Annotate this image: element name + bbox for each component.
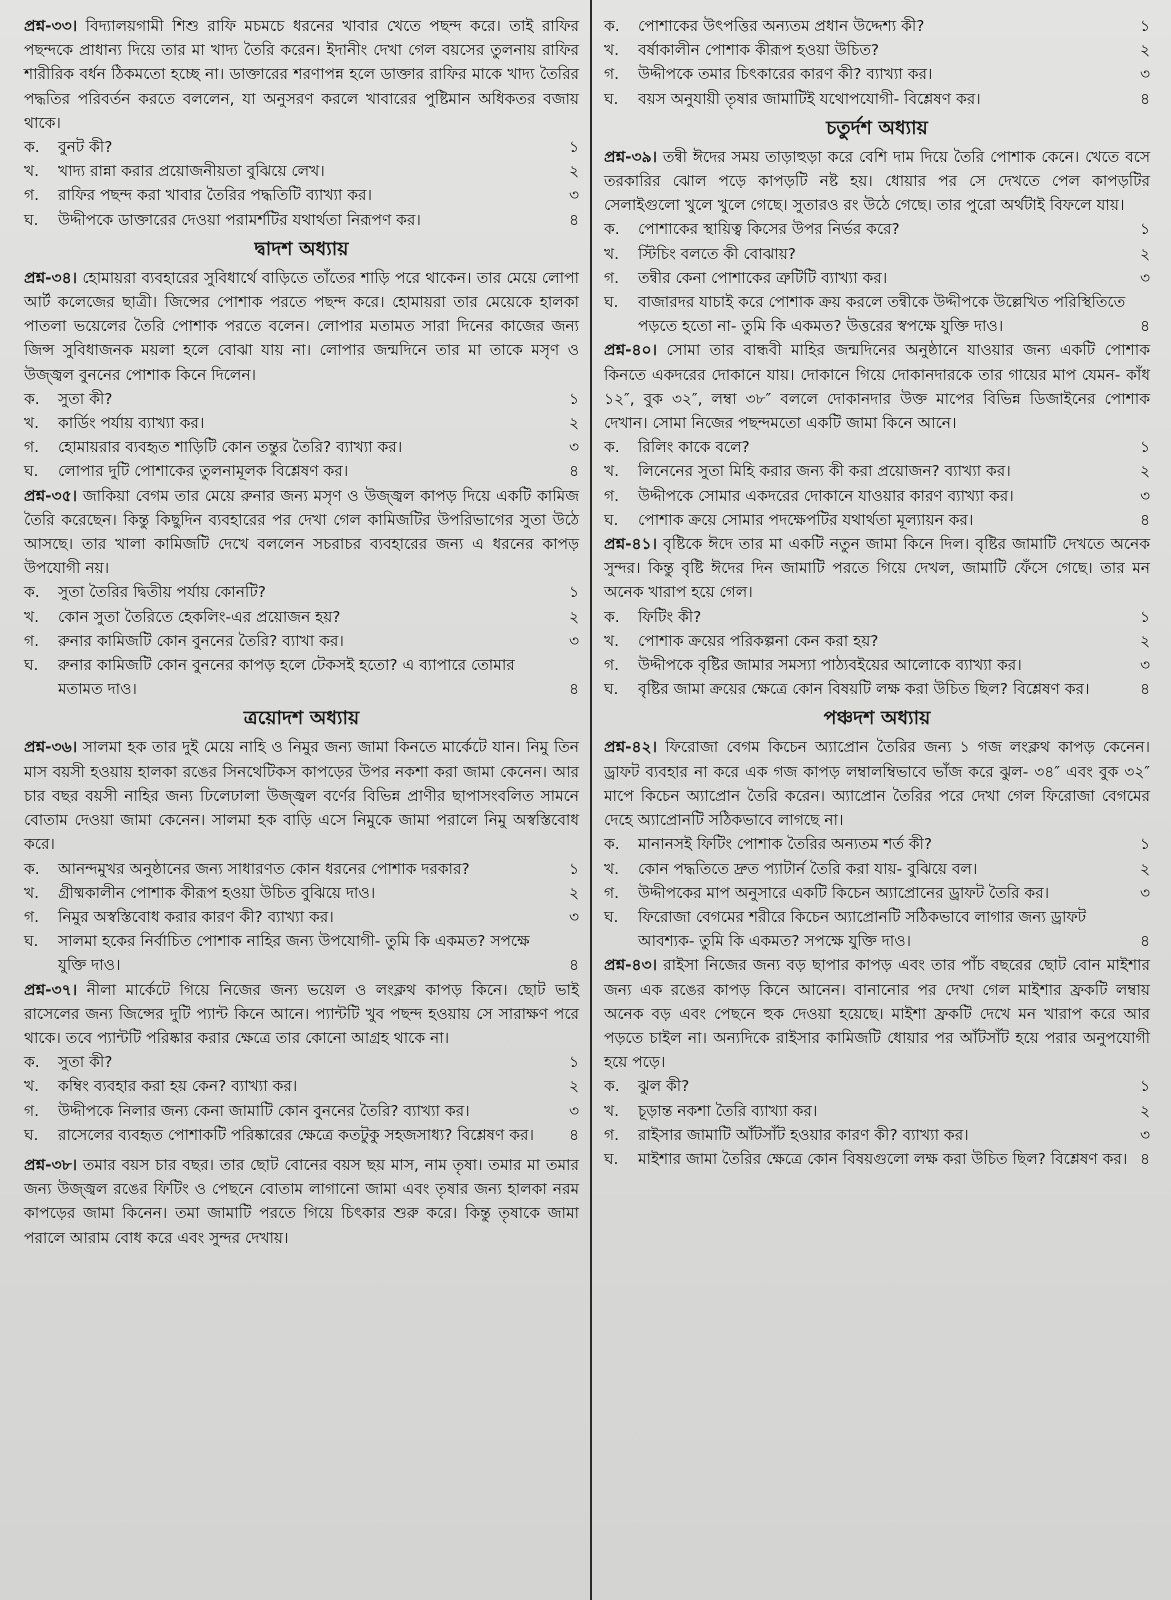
item-text: মাইশার জামা তৈরির ক্ষেত্রে কোন বিষয়গুলো লক্ষ করা উচিত ছিল? বিশ্লেষণ কর।: [638, 1149, 1128, 1168]
chapter-heading: দ্বাদশ অধ্যায়: [254, 237, 349, 260]
item-text: তন্বীর কেনা পোশাকের ত্রুটিটি ব্যাখ্যা কর।: [638, 268, 888, 287]
question-number: প্রশ্ন-৪০।: [604, 341, 658, 360]
item-label: ঘ.: [604, 510, 619, 529]
item-mark: ৪: [569, 210, 579, 229]
question-36: [24, 735, 579, 977]
item-label: ঘ.: [24, 656, 39, 675]
sub-question: [604, 217, 1150, 241]
item-label: গ.: [24, 631, 39, 650]
item-label: গ.: [604, 65, 619, 84]
question-37: [24, 978, 579, 1147]
item-mark: ২: [1139, 41, 1150, 60]
stem-text: নীলা মার্কেটে গিয়ে নিজের জন্য ভয়েল ও লংক্লথ কাপড় কিনে। ছোট ভাই রাসেলের জন্য জিন্সের দুটি প্যান্ট কিনে আনে। প্যান্টটি খুব পছন্দ হওয়ায় সে সারাক্ষণ পরে থাকে। তবে প্যান্টটি পরিষ্কার করার ক্ষেত্রে তার কোনো আগ্রহ থাকে না।: [24, 980, 579, 1047]
item-label: ক.: [24, 1053, 40, 1072]
item-text: খাদ্য রান্না করার প্রয়োজনীয়তা বুঝিয়ে লেখ।: [58, 162, 325, 181]
stem-text: সোমা তার বান্ধবী মাহির জন্মদিনের অনুষ্ঠানে যাওয়ার জন্য একটি পোশাক কিনতে একদরের দোকানে যায়। দোকানে গিয়ে দোকানদারকে তার গায়ের মাপ যেমন- কাঁধ ১২″, বুক ৩২″, লম্বা ৩৮″ বললে দোকানদার উক্ত মাপের বিভিন্ন ডিজাইনের পোশাক দেখান। সোমা নিজের পছন্দমতো একটি জামা কিনে আনে।: [604, 341, 1150, 433]
sub-question: [604, 435, 1150, 459]
item-label: ক.: [24, 138, 40, 157]
item-text: কার্ডিং পর্যায় ব্যাখ্যা কর।: [58, 414, 205, 433]
item-label: গ.: [604, 656, 619, 675]
column-divider: [590, 0, 592, 1600]
item-label: গ.: [604, 486, 619, 505]
question-number: প্রশ্ন-৩৭।: [24, 980, 78, 999]
sub-question: [604, 629, 1150, 653]
sub-question: [24, 905, 579, 929]
sub-question: [604, 459, 1150, 483]
sub-question: [604, 508, 1150, 532]
item-label: গ.: [24, 438, 39, 457]
item-text: রাইসার জামাটি আঁটসাঁট হওয়ার কারণ কী? ব্যাখ্যা কর।: [638, 1125, 969, 1144]
item-text: লোপার দুটি পোশাকের তুলনামূলক বিশ্লেষণ কর।: [58, 462, 349, 481]
chapter-heading: চতুর্দশ অধ্যায়: [826, 116, 928, 139]
item-text: লিনেনের সুতা মিহি করার জন্য কী করা প্রয়োজন? ব্যাখ্যা কর।: [638, 462, 1011, 481]
item-text: সুতা কী?: [58, 1053, 113, 1072]
item-label: খ.: [604, 631, 619, 650]
item-label: গ.: [604, 268, 619, 287]
item-mark: ৪: [1140, 680, 1150, 699]
sub-question: [24, 929, 579, 977]
sub-question: [604, 832, 1150, 856]
item-mark: ১: [569, 583, 579, 602]
item-label: গ.: [24, 907, 39, 926]
item-mark: ৩: [1139, 268, 1150, 287]
item-mark: ২: [568, 162, 579, 181]
sub-question: [24, 653, 579, 701]
item-mark: ২: [568, 607, 579, 626]
question-stem: [604, 735, 1150, 832]
item-label: ঘ.: [604, 907, 619, 926]
item-label: ঘ.: [24, 932, 39, 951]
item-label: ক.: [604, 835, 620, 854]
item-text: রুনার কামিজটি কোন বুননের কাপড় হলে টেকসই হতো? এ ব্যাপারে তোমার মতামত দাও।: [58, 656, 515, 699]
item-mark: ৪: [569, 680, 579, 699]
sub-question: [604, 242, 1150, 266]
item-text: বৃষ্টির জামা ক্রয়ের ক্ষেত্রে কোন বিষয়টি লক্ষ করা উচিত ছিল? বিশ্লেষণ কর।: [638, 680, 1090, 699]
item-label: ঘ.: [604, 1149, 619, 1168]
item-text: উদ্দীপকে তমার চিৎকারের কারণ কী? ব্যাখ্যা কর।: [638, 65, 933, 84]
question-stem: [24, 1153, 579, 1250]
stem-text: হোমায়রা ব্যবহারের সুবিধার্থে বাড়িতে তাঁতের শাড়ি পরে থাকেন। তার মেয়ে লোপা আর্ট কলেজের ছাত্রী। জিন্সের পোশাক পরতে পছন্দ করে। হোমায়রা তার মেয়েকে হালকা পাতলা ভয়েলের তৈরি পোশাক পরতে বলেন। লোপার মতামত সারা দিনের কাজের জন্য জিন্স সুবিধাজনক ময়লা হলে বোঝা যায় না। লোপার জন্মদিনে তার মা তাকে মসৃণ ও উজ্জ্বল বুননের পোশাক কিনে দিলেন।: [24, 268, 579, 384]
sub-question: [24, 183, 579, 207]
sub-question: [604, 881, 1150, 905]
question-number: প্রশ্ন-৪১।: [604, 535, 658, 554]
question-34: [24, 266, 579, 484]
item-mark: ২: [1139, 859, 1150, 878]
item-mark: ২: [1139, 462, 1150, 481]
question-stem: [24, 978, 579, 1051]
stem-text: তন্বী ঈদের সময় তাড়াহুড়া করে বেশি দাম দিয়ে তৈরি পোশাক কেনে। খেতে বসে তরকারির ঝোল পড়ে কাপড়টি নষ্ট হয়। ধোয়ার পর সে দেখতে পেল কাপড়টির সেলাইগুলো খুলে খুলে গেছে। সুতারও রং উঠে গেছে। তার পুরো অর্থটাই বিফলে যায়।: [604, 147, 1150, 215]
item-label: খ.: [604, 244, 619, 263]
item-mark: ১: [1140, 1077, 1150, 1096]
question-stem: [604, 953, 1150, 1074]
item-label: ঘ.: [24, 210, 39, 229]
stem-text: বিদ্যালয়গামী শিশু রাফি মচমচে ধরনের খাবার খেতে পছন্দ করে। তাই রাফির পছন্দকে প্রাধান্য দিয়ে তার মা খাদ্য তৈরি করেন। ইদানীং দেখা গেল বয়সের তুলনায় রাফির শারীরিক বর্ধন ঠিকমতো হচ্ছে না। ডাক্তারের শরণাপন্ন হলে ডাক্তার রাফির মাকে খাদ্য তৈরির পদ্ধতির পরিবর্তন করতে বললেন, যা অনুসরণ করলে খাবারের পুষ্টিমান অধিকতর বজায় থাকে।: [24, 17, 579, 132]
sub-question: [604, 1147, 1150, 1171]
question-number: প্রশ্ন-৩৯।: [604, 147, 658, 166]
item-mark: ৩: [568, 438, 579, 457]
item-text: উদ্দীপকে নিলার জন্য কেনা জামাটি কোন বুননের তৈরি? ব্যাখ্যা কর।: [58, 1101, 470, 1120]
sub-question: [24, 459, 579, 483]
item-mark: ১: [569, 138, 579, 157]
question-stem: [24, 14, 579, 135]
chapter-heading: ত্রয়োদশ অধ্যায়: [243, 707, 360, 730]
item-label: ক.: [604, 607, 620, 626]
question-stem: [24, 266, 579, 387]
item-text: হোমায়রার ব্যবহৃত শাড়িটি কোন তন্তুর তৈরি? ব্যাখ্যা কর।: [58, 438, 403, 457]
item-mark: ৪: [1140, 932, 1150, 951]
stem-text: তমার বয়স চার বছর। তার ছোট বোনের বয়স ছয় মাস, নাম তৃষা। তমার মা তমার জন্য উজ্জ্বল রঙের ফিটিং ও পেছনে বোতাম লাগানো জামা এবং তৃষার জন্য হালকা নরম কাপড়ের জামা কিনেন। তমা জামাটি পরতে গিয়ে চিৎকার শুরু করে। কিন্তু তৃষাকে জামা পরালে আরাম বোধ করে এবং সুন্দর দেখায়।: [24, 1155, 579, 1247]
stem-text: বৃষ্টিকে ঈদে তার মা একটি নতুন জামা কিনে দিল। বৃষ্টির জামাটি দেখতে অনেক সুন্দর। কিন্তু বৃষ্টি ঈদের দিন জামাটি পরতে গিয়ে দেখল, জামাটি ফেঁসে গেছে। তার মন অনেক খারাপ হয়ে গেল।: [604, 535, 1150, 602]
item-label: ক.: [604, 438, 620, 457]
item-text: সুতা তৈরির দ্বিতীয় পর্যায় কোনটি?: [58, 583, 266, 602]
item-mark: ৪: [569, 956, 579, 975]
stem-text: সালমা হক তার দুই মেয়ে নাহি ও নিমুর জন্য জামা কিনতে মার্কেটে যান। নিমু তিন মাস বয়সী হওয়ায় হালকা রঙের সিনথেটিকস কাপড়ের উপর নকশা করা জামা কেনেন। আর চার বছর বয়সী নাহির জন্য ঢিলেঢালা উজ্জ্বল বর্ণের বিভিন্ন প্রাণীর ছাপাসংবলিত সামনে বোতাম দেওয়া জামা কেনেন। সালমা হক বাড়ি এসে নিমুকে জামা পরালে নিমু অস্বস্তিবোধ করে।: [24, 738, 579, 854]
item-mark: ১: [1140, 835, 1150, 854]
item-label: ক.: [24, 859, 40, 878]
question-number: প্রশ্ন-৩৪।: [24, 268, 78, 287]
item-text: পোশাক ক্রয়ের পরিকল্পনা কেন করা হয়?: [638, 631, 879, 650]
item-text: উদ্দীপকে বৃষ্টির জামার সমস্যা পাঠ্যবইয়ের আলোকে ব্যাখ্যা কর।: [638, 656, 1022, 675]
item-label: খ.: [24, 607, 39, 626]
question-stem: [604, 532, 1150, 605]
stem-text: ফিরোজা বেগম কিচেন অ্যাপ্রোন তৈরির জন্য ১ গজ লংক্লথ কাপড় কেনেন। ড্রাফট ব্যবহার না করে এক গজ কাপড় লম্বালম্বিভাবে ভাঁজ করে ঝুল- ৩৪″ এবং বুক ৩২″ মাপে কিচেন অ্যাপ্রোন তৈরি করেন। অ্যাপ্রোন তৈরির পরে দেখা গেল ফিরোজা বেগমের দেহে অ্যাপ্রোনটি সঠিকভাবে লাগছে না।: [604, 738, 1150, 830]
question-41: [604, 532, 1150, 701]
sub-question: [604, 1074, 1150, 1098]
item-text: রাসেলের ব্যবহৃত পোশাকটি পরিষ্কারের ক্ষেত্রে কতটুকু সহজসাধ্য? বিশ্লেষণ কর।: [58, 1125, 534, 1144]
item-text: ফিরোজা বেগমের শরীরে কিচেন অ্যাপ্রোনটি সঠিকভাবে লাগার জন্য ড্রাফট আবশ্যক- তুমি কি একমত? সপক্ষে যুক্তি দাও।: [638, 907, 1087, 951]
sub-question: [604, 605, 1150, 629]
sub-question: [24, 881, 579, 905]
item-label: গ.: [24, 1101, 39, 1120]
sub-question: [24, 1099, 579, 1123]
sub-question: [604, 290, 1150, 338]
question-43: [604, 953, 1150, 1171]
question-number: প্রশ্ন-৪২।: [604, 738, 658, 757]
sub-question: [24, 629, 579, 653]
sub-question: [24, 135, 579, 159]
item-label: ঘ.: [24, 1125, 39, 1144]
item-label: খ.: [604, 462, 619, 481]
item-text: রিলিং কাকে বলে?: [638, 438, 750, 457]
item-mark: ২: [568, 883, 579, 902]
item-text: উদ্দীপকের মাপ অনুসারে একটি কিচেন অ্যাপ্রোনের ড্রাফট তৈরি কর।: [638, 883, 1050, 902]
sub-question: [604, 87, 1150, 111]
item-label: ক.: [604, 1077, 620, 1096]
question-38-continued: [604, 14, 1150, 111]
item-label: ক.: [604, 17, 620, 35]
question-33: [24, 14, 579, 232]
item-text: বর্ষাকালীন পোশাক কীরূপ হওয়া উচিত?: [638, 41, 880, 60]
item-text: সালমা হকের নির্বাচিত পোশাক নাহির জন্য উপযোগী- তুমি কি একমত? সপক্ষে যুক্তি দাও।: [58, 932, 530, 975]
question-number: প্রশ্ন-৩৬।: [24, 738, 78, 757]
item-mark: ৪: [1140, 317, 1150, 336]
sub-question: [604, 1123, 1150, 1147]
sub-question: [604, 484, 1150, 508]
item-mark: ১: [569, 859, 579, 878]
item-mark: ৩: [1139, 65, 1150, 84]
right-column: [604, 14, 1150, 1171]
item-mark: ৪: [569, 1125, 579, 1144]
item-label: খ.: [24, 162, 39, 181]
sub-question: [24, 411, 579, 435]
question-35: [24, 484, 579, 702]
item-text: বুনট কী?: [58, 138, 113, 157]
sub-question: [604, 38, 1150, 62]
item-mark: ৩: [1139, 1125, 1150, 1144]
item-label: গ.: [604, 883, 619, 902]
question-stem: [24, 735, 579, 856]
item-text: রাফির পছন্দ করা খাবার তৈরির পদ্ধতিটি ব্যাখ্যা কর।: [58, 186, 373, 205]
item-text: বাজারদর যাচাই করে পোশাক ক্রয় করলে তন্বীকে উদ্দীপকে উল্লেখিত পরিস্থিতিতে পড়তে হতো না- তুমি কি একমত? উত্তরের স্বপক্ষে যুক্তি দাও।: [638, 293, 1126, 336]
item-text: কম্বিং ব্যবহার করা হয় কেন? ব্যাখ্যা কর।: [58, 1077, 298, 1096]
sub-question: [24, 1074, 579, 1098]
item-label: ক.: [24, 583, 40, 602]
item-mark: ৩: [568, 1101, 579, 1120]
question-number: প্রশ্ন-৩৫।: [24, 486, 78, 505]
item-label: ক.: [24, 389, 40, 408]
question-38: [24, 1153, 579, 1250]
item-label: ঘ.: [604, 293, 619, 312]
sub-question: [604, 677, 1150, 701]
sub-question: [24, 435, 579, 459]
item-label: খ.: [24, 883, 39, 902]
item-mark: ২: [1139, 631, 1150, 650]
question-stem: [604, 338, 1150, 435]
item-mark: ৩: [568, 186, 579, 205]
sub-question: [24, 605, 579, 629]
item-label: ক.: [604, 220, 620, 239]
item-mark: ৪: [569, 462, 579, 481]
sub-question: [24, 208, 579, 232]
sub-question: [604, 266, 1150, 290]
sub-question: [604, 857, 1150, 881]
item-mark: ২: [568, 414, 579, 433]
item-label: খ.: [604, 859, 619, 878]
item-label: খ.: [604, 41, 619, 60]
sub-question: [24, 580, 579, 604]
sub-question: [24, 159, 579, 183]
sub-question: [604, 653, 1150, 677]
item-label: ঘ.: [24, 462, 39, 481]
item-label: গ.: [604, 1125, 619, 1144]
question-39: [604, 145, 1150, 339]
stem-text: জাকিয়া বেগম তার মেয়ে রুনার জন্য মসৃণ ও উজ্জ্বল কাপড় দিয়ে একটি কামিজ তৈরি করেছেন। কিন্তু কিছুদিন ব্যবহারের পর দেখা গেল কামিজটির উপরিভাগের সুতা উঠে আসছে। তার খালা কামিজটি দেখে বললেন সচরাচর ব্যবহারের জন্য এ ধরনের কাপড় উপযোগী নয়।: [24, 486, 579, 578]
item-mark: ১: [569, 389, 579, 408]
item-label: ঘ.: [604, 680, 619, 699]
question-number: প্রশ্ন-৩৮।: [24, 1155, 78, 1174]
item-text: কোন পদ্ধতিতে দ্রুত প্যাটার্ন তৈরি করা যায়- বুঝিয়ে বল।: [638, 859, 978, 878]
item-text: ফিটিং কী?: [638, 607, 702, 626]
sub-question: [604, 905, 1150, 953]
chapter-heading: পঞ্চদশ অধ্যায়: [823, 707, 931, 730]
item-mark: ১: [569, 1053, 579, 1072]
sub-question: [604, 14, 1150, 38]
item-label: ঘ.: [604, 89, 619, 108]
item-text: চূড়ান্ত নকশা তৈরি ব্যাখ্যা কর।: [638, 1101, 818, 1120]
item-text: স্টিচিং বলতে কী বোঝায়?: [638, 244, 796, 263]
item-text: নিমুর অস্বস্তিবোধ করার কারণ কী? ব্যাখ্যা কর।: [58, 907, 334, 926]
item-mark: ৩: [568, 631, 579, 650]
question-number: প্রশ্ন-৪৩।: [604, 956, 658, 975]
item-text: মানানসই ফিটিং পোশাক তৈরির অন্যতম শর্ত কী?: [638, 835, 933, 854]
stem-text: রাইসা নিজের জন্য বড় ছাপার কাপড় এবং তার পাঁচ বছরের ছোট বোন মাইশার জন্য এক রঙের কাপড় কিনে আনেন। বানানোর পর দেখা গেল মাইশার ফ্রকটি লম্বায় অনেক বড় এবং পেছনে হুক দেওয়া হয়েছে। মাইশা ফ্রকটি দেখে মন খারাপ করে আর পড়তে চাইল না। অন্যদিকে রাইসার কামিজটি ধোয়ার পর আঁটসাঁট হয়ে পরার অনুপযোগী হয়ে পড়ে।: [604, 956, 1150, 1072]
item-text: গ্রীষ্মকালীন পোশাক কীরূপ হওয়া উচিত বুঝিয়ে দাও।: [58, 883, 376, 902]
item-label: খ.: [24, 1077, 39, 1096]
item-text: পোশাক ক্রয়ে সোমার পদক্ষেপটির যথার্থতা মূল্যায়ন কর।: [638, 510, 974, 529]
item-mark: ৪: [1140, 510, 1150, 529]
item-mark: ৩: [568, 907, 579, 926]
item-text: আনন্দমুখর অনুষ্ঠানের জন্য সাধারণত কোন ধরনের পোশাক দরকার?: [58, 859, 470, 878]
sub-question: [24, 387, 579, 411]
item-mark: ১: [1140, 607, 1150, 626]
item-label: খ.: [604, 1101, 619, 1120]
sub-question: [24, 1050, 579, 1074]
sub-question: [24, 1123, 579, 1147]
item-text: পোশাকের উৎপত্তির অন্যতম প্রধান উদ্দেশ্য কী?: [638, 17, 925, 35]
left-column: [24, 14, 579, 1250]
item-mark: ১: [1140, 438, 1150, 457]
item-text: সুতা কী?: [58, 389, 113, 408]
item-mark: ৪: [1140, 1149, 1150, 1168]
item-mark: ২: [568, 1077, 579, 1096]
item-text: উদ্দীপকে সোমার একদরের দোকানে যাওয়ার কারণ ব্যাখ্যা কর।: [638, 486, 1014, 505]
item-mark: ২: [1139, 244, 1150, 263]
question-40: [604, 338, 1150, 532]
item-mark: ১: [1140, 220, 1150, 239]
question-42: [604, 735, 1150, 953]
item-mark: ২: [1139, 1101, 1150, 1120]
item-mark: ৩: [1139, 486, 1150, 505]
item-mark: ১: [1140, 17, 1150, 35]
item-text: কোন সুতা তৈরিতে হেকলিং-এর প্রয়োজন হয়?: [58, 607, 341, 626]
item-mark: ৪: [1140, 89, 1150, 108]
item-label: গ.: [24, 186, 39, 205]
sub-question: [24, 857, 579, 881]
sub-question: [604, 62, 1150, 86]
question-number: প্রশ্ন-৩৩।: [24, 17, 78, 35]
item-label: খ.: [24, 414, 39, 433]
item-mark: ৩: [1139, 656, 1150, 675]
item-text: ঝুল কী?: [638, 1077, 690, 1096]
item-text: উদ্দীপকে ডাক্তারের দেওয়া পরামর্শটির যথার্থতা নিরূপণ কর।: [58, 210, 421, 229]
item-text: বয়স অনুযায়ী তৃষার জামাটিই যথোপযোগী- বিশ্লেষণ কর।: [638, 89, 981, 108]
question-stem: [604, 145, 1150, 218]
item-text: পোশাকের স্থায়িত্ব কিসের উপর নির্ভর করে?: [638, 220, 900, 239]
question-stem: [24, 484, 579, 581]
sub-question: [604, 1099, 1150, 1123]
item-text: রুনার কামিজটি কোন বুননের তৈরি? ব্যাখা কর।: [58, 631, 344, 650]
item-mark: ৩: [1139, 883, 1150, 902]
